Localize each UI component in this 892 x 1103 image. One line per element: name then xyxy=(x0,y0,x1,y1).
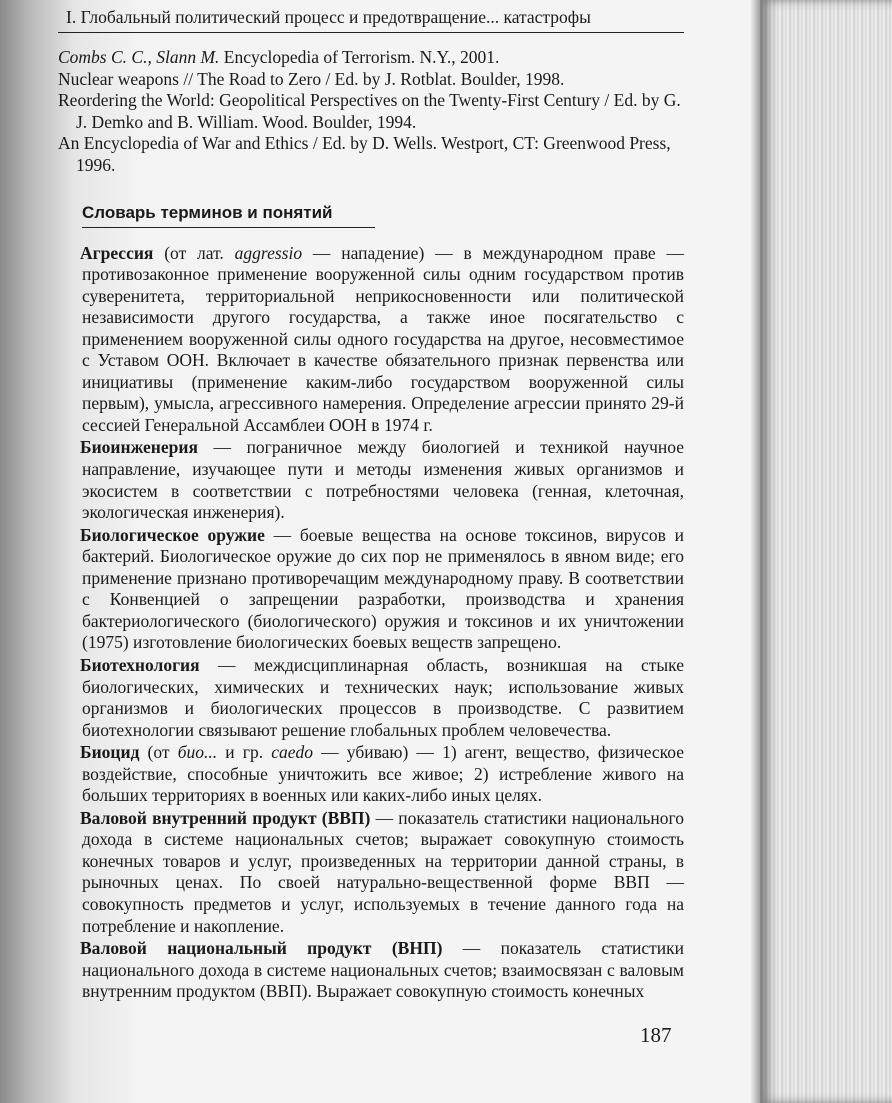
glossary-term: Биоцид xyxy=(80,742,140,763)
reference-item xyxy=(58,47,684,69)
page-number: 187 xyxy=(640,1023,672,1047)
section-title: Словарь терминов и понятий xyxy=(82,202,375,228)
running-head: I. Глобальный политический процесс и предотвращение... катастрофы xyxy=(58,6,684,33)
glossary-term: Агрессия xyxy=(80,242,154,263)
glossary-definition-text: (от xyxy=(139,742,178,763)
reference-text: Nuclear weapons // The Road to Zero / Ed. by J. Rotblat. Boulder, 1998. xyxy=(58,68,565,89)
glossary-definition-text: — междисциплинарная область, возникшая на стыке биологических, химических и технических наук; использование живых организмов и биологических процессов в производстве. С развитием биотехнологии связывают решение глобальных проблем человечества. xyxy=(82,654,684,740)
glossary-definition-text: и гр. xyxy=(217,742,272,763)
glossary-entry xyxy=(58,437,684,523)
glossary-definition-text: — пограничное между биологией и техникой научное направление, изучающее пути и методы изменения живых организмов и экосистем в соответствии с потребностями человека (генная, клеточная, экологическая инженерия). xyxy=(82,437,684,523)
reference-text: Reordering the World: Geopolitical Perspectives on the Twenty-First Century / Ed. by G. J. Demko and B. William. Wood. Boulder, 1994. xyxy=(58,90,681,132)
glossary-term: Биоинженерия xyxy=(80,437,198,458)
book-page-edge xyxy=(760,0,892,1103)
glossary-definition-text: — боевые вещества на основе токсинов, вирусов и бактерий. Биологическое оружие до сих пор не применялось в явном виде; его применение признано противоречащим международному праву. В соответствии с Конвенцией о запрещении разработки, производства и хранения бактериологического (биологического) оружия и токсинов и их уничтожении (1975) изготовление биологических боевых веществ запрещено. xyxy=(82,524,684,653)
glossary-entry xyxy=(58,938,684,1003)
glossary-term: Валовой внутренний продукт (ВВП) xyxy=(80,807,371,828)
glossary-term: Биотехнология xyxy=(80,654,200,675)
glossary-entry xyxy=(58,742,684,807)
glossary-italic-text: био... xyxy=(177,742,218,763)
reference-item xyxy=(58,69,684,91)
reference-text: Encyclopedia of Terrorism. N.Y., 2001. xyxy=(219,47,500,67)
page-edge-shadow xyxy=(750,0,760,1103)
glossary-entry xyxy=(58,525,684,654)
reference-item xyxy=(58,90,684,133)
glossary-entry xyxy=(58,808,684,937)
reference-list xyxy=(58,47,684,177)
glossary-term: Биологическое оружие xyxy=(80,524,265,545)
reference-item xyxy=(58,133,684,176)
reference-author: Combs C. C., Slann M. xyxy=(58,47,220,67)
glossary-term: Валовой национальный продукт (ВНП) xyxy=(80,938,443,959)
glossary-definition-text: — показатель статистики национального дохода в системе национальных счетов; выражает совокупную стоимость конечных товаров и услуг, произведенных на территории данной страны, в рыночных ценах. По своей натурально-вещественной форме ВВП — совокупность предметов и услуг, используемых в течение данного года на потребление и накопление. xyxy=(82,807,684,936)
glossary-italic-text: caedo xyxy=(271,742,314,763)
glossary-entry xyxy=(58,655,684,741)
glossary-list xyxy=(58,243,684,1003)
text-column xyxy=(58,6,684,1004)
glossary-definition-text: — показатель статистики национального дохода в системе национальных счетов; взаимосвязан с валовым внутренним продуктом (ВВП). Выражает совокупную стоимость конечных xyxy=(82,938,684,1002)
glossary-definition-text: (от лат. xyxy=(153,242,235,263)
glossary-italic-text: aggressio xyxy=(234,242,303,263)
glossary-definition-text: — нападение) — в международном праве — противозаконное применение вооруженной силы одним государством против суверенитета, территориальной неприкосновенности или политической независимости другого государства, а также иное посягательство с применением вооруженной силы одного государства на другое, несовместимое с Уставом ООН. Включает в качестве обязательного признак первенства или инициативы (применение каким-либо государством вооруженной силы первым), умысла, агрессивного намерения. Определение агрессии принято 29-й сессией Генеральной Ассамблеи ООН в 1974 г. xyxy=(82,242,684,435)
glossary-entry xyxy=(58,243,684,437)
reference-text: An Encyclopedia of War and Ethics / Ed. by D. Wells. Westport, CT: Greenwood Press, 1996. xyxy=(58,133,671,175)
glossary-definition-text: — убиваю) — 1) агент, вещество, физическое воздействие, способные уничтожить все живое; 2) истребление живого на больших территориях в военных или каких-либо иных целях. xyxy=(82,742,685,806)
